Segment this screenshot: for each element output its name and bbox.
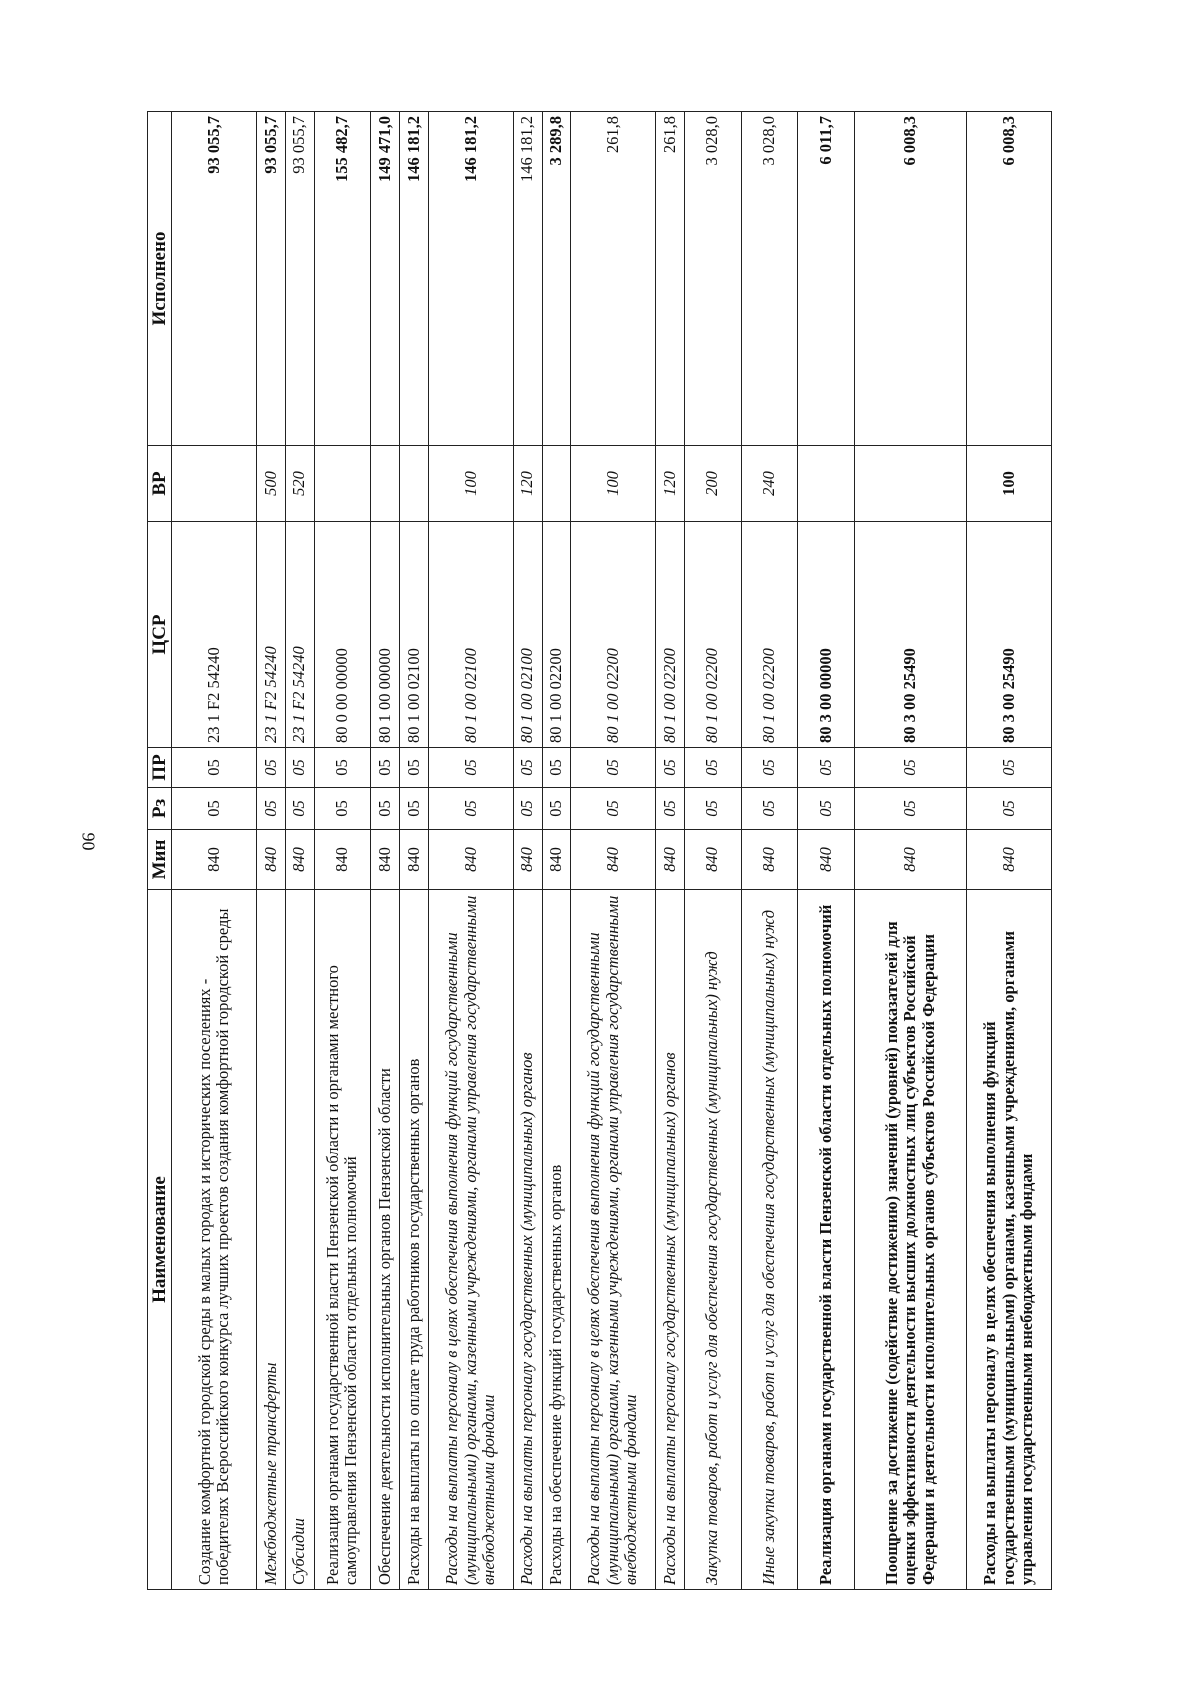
row-csr: 23 1 F2 54240 — [256, 522, 285, 748]
row-name: Расходы на выплаты персоналу в целях обеспечения выполнения функций государственными (муниципальными) органами, казенными учреждениями, органами управления государственными внебюджетными фондами — [967, 890, 1052, 1590]
row-name: Закупка товаров, работ и услуг для обеспечения государственных (муниципальных) нужд — [684, 890, 741, 1590]
row-csr: 23 1 F2 54240 — [172, 522, 257, 748]
table-row — [400, 112, 429, 1590]
row-csr: 80 1 00 02200 — [655, 522, 684, 748]
row-executed: 149 471,0 — [371, 112, 400, 446]
table-row — [513, 112, 542, 1590]
rotated-table-container — [147, 112, 1052, 1590]
row-name: Реализация органами государственной власти Пензенской области и органами местного самоуправления Пензенской области отдельных полномочий — [314, 890, 371, 1590]
row-min: 840 — [285, 830, 314, 890]
header-pr: ПР — [148, 748, 172, 788]
header-min: Мин — [148, 830, 172, 890]
row-rz: 05 — [855, 788, 967, 830]
row-min: 840 — [371, 830, 400, 890]
row-min: 840 — [172, 830, 257, 890]
row-executed: 3 028,0 — [684, 112, 741, 446]
row-pr: 05 — [371, 748, 400, 788]
table-header-row — [148, 112, 172, 1590]
table-row — [285, 112, 314, 1590]
row-executed: 261,8 — [655, 112, 684, 446]
row-rz: 05 — [371, 788, 400, 830]
row-name: Расходы на выплаты персоналу в целях обеспечения выполнения функций государственными (муниципальными) органами, казенными учреждениями, органами управления государственными внебюджетными фондами — [571, 890, 656, 1590]
table-row — [542, 112, 571, 1590]
row-vr: 120 — [655, 446, 684, 522]
row-pr: 05 — [513, 748, 542, 788]
row-name: Создание комфортной городской среды в малых городах и исторических поселениях - победителях Всероссийского конкурса лучших проектов создания комфортной городской среды — [172, 890, 257, 1590]
row-pr: 05 — [172, 748, 257, 788]
row-vr: 500 — [256, 446, 285, 522]
table-row — [371, 112, 400, 1590]
row-min: 840 — [256, 830, 285, 890]
row-vr — [371, 446, 400, 522]
row-rz: 05 — [741, 788, 798, 830]
table-row — [855, 112, 967, 1590]
row-min: 840 — [513, 830, 542, 890]
row-rz: 05 — [314, 788, 371, 830]
row-vr — [400, 446, 429, 522]
row-vr — [542, 446, 571, 522]
row-min: 840 — [542, 830, 571, 890]
table-row — [314, 112, 371, 1590]
row-name: Расходы на выплаты по оплате труда работников государственных органов — [400, 890, 429, 1590]
row-name: Субсидии — [285, 890, 314, 1590]
row-executed: 155 482,7 — [314, 112, 371, 446]
row-pr: 05 — [314, 748, 371, 788]
row-pr: 05 — [741, 748, 798, 788]
page-number: 90 — [78, 832, 99, 851]
row-rz: 05 — [513, 788, 542, 830]
row-csr: 80 1 00 02200 — [741, 522, 798, 748]
row-name: Расходы на выплаты персоналу в целях обеспечения выполнения функций государственными (муниципальными) органами, казенными учреждениями, органами управления государственными внебюджетными фондами — [429, 890, 514, 1590]
row-rz: 05 — [684, 788, 741, 830]
row-csr: 80 1 00 02200 — [542, 522, 571, 748]
row-vr — [798, 446, 855, 522]
row-pr: 05 — [542, 748, 571, 788]
row-name: Обеспечение деятельности исполнительных органов Пензенской области — [371, 890, 400, 1590]
row-vr: 100 — [571, 446, 656, 522]
row-pr: 05 — [256, 748, 285, 788]
table-row — [741, 112, 798, 1590]
row-pr: 05 — [285, 748, 314, 788]
row-csr: 80 0 00 00000 — [314, 522, 371, 748]
row-pr: 05 — [798, 748, 855, 788]
row-csr: 80 1 00 00000 — [371, 522, 400, 748]
header-vr: ВР — [148, 446, 172, 522]
table-row — [429, 112, 514, 1590]
row-csr: 80 1 00 02100 — [513, 522, 542, 748]
row-csr: 80 3 00 25490 — [855, 522, 967, 748]
row-name: Реализация органами государственной власти Пензенской области отдельных полномочий — [798, 890, 855, 1590]
row-vr — [314, 446, 371, 522]
row-name: Расходы на выплаты персоналу государственных (муниципальных) органов — [655, 890, 684, 1590]
row-rz: 05 — [571, 788, 656, 830]
table-row — [655, 112, 684, 1590]
row-executed: 6 011,7 — [798, 112, 855, 446]
row-executed: 3 289,8 — [542, 112, 571, 446]
row-executed: 146 181,2 — [513, 112, 542, 446]
row-vr: 520 — [285, 446, 314, 522]
row-vr — [855, 446, 967, 522]
row-name: Межбюджетные трансферты — [256, 890, 285, 1590]
table-row — [684, 112, 741, 1590]
header-executed: Исполнено — [148, 112, 172, 446]
row-name: Расходы на выплаты персоналу государственных (муниципальных) органов — [513, 890, 542, 1590]
row-executed: 93 055,7 — [172, 112, 257, 446]
table-row — [256, 112, 285, 1590]
table-row — [967, 112, 1052, 1590]
row-name: Расходы на обеспечение функций государственных органов — [542, 890, 571, 1590]
table-row — [172, 112, 257, 1590]
row-rz: 05 — [798, 788, 855, 830]
row-min: 840 — [684, 830, 741, 890]
row-csr: 80 3 00 00000 — [798, 522, 855, 748]
row-pr: 05 — [967, 748, 1052, 788]
row-vr: 120 — [513, 446, 542, 522]
row-rz: 05 — [429, 788, 514, 830]
row-pr: 05 — [429, 748, 514, 788]
row-rz: 05 — [967, 788, 1052, 830]
row-executed: 93 055,7 — [285, 112, 314, 446]
row-executed: 6 008,3 — [967, 112, 1052, 446]
row-pr: 05 — [571, 748, 656, 788]
row-name: Иные закупки товаров, работ и услуг для обеспечения государственных (муниципальных) нужд — [741, 890, 798, 1590]
row-vr — [172, 446, 257, 522]
row-rz: 05 — [655, 788, 684, 830]
row-min: 840 — [429, 830, 514, 890]
row-csr: 80 3 00 25490 — [967, 522, 1052, 748]
row-rz: 05 — [256, 788, 285, 830]
row-executed: 146 181,2 — [400, 112, 429, 446]
row-min: 840 — [314, 830, 371, 890]
row-vr: 240 — [741, 446, 798, 522]
row-rz: 05 — [400, 788, 429, 830]
header-csr: ЦСР — [148, 522, 172, 748]
budget-table — [147, 111, 1052, 1590]
row-min: 840 — [741, 830, 798, 890]
row-vr: 100 — [429, 446, 514, 522]
row-rz: 05 — [172, 788, 257, 830]
row-name: Поощрение за достижение (содействие достижению) значений (уровней) показателей для оценки эффективности деятельности высших должностных лиц субъектов Российской Федерации и деятельности исполнительных органов субъектов Российской Федерации — [855, 890, 967, 1590]
row-rz: 05 — [542, 788, 571, 830]
header-name: Наименование — [148, 890, 172, 1590]
row-vr: 200 — [684, 446, 741, 522]
row-min: 840 — [400, 830, 429, 890]
row-csr: 80 1 00 02200 — [571, 522, 656, 748]
row-pr: 05 — [855, 748, 967, 788]
row-csr: 80 1 00 02100 — [429, 522, 514, 748]
row-min: 840 — [967, 830, 1052, 890]
row-executed: 93 055,7 — [256, 112, 285, 446]
row-csr: 80 1 00 02200 — [684, 522, 741, 748]
row-min: 840 — [855, 830, 967, 890]
row-min: 840 — [571, 830, 656, 890]
row-pr: 05 — [655, 748, 684, 788]
row-pr: 05 — [684, 748, 741, 788]
table-row — [798, 112, 855, 1590]
row-executed: 6 008,3 — [855, 112, 967, 446]
row-executed: 146 181,2 — [429, 112, 514, 446]
row-csr: 23 1 F2 54240 — [285, 522, 314, 748]
row-min: 840 — [655, 830, 684, 890]
row-executed: 3 028,0 — [741, 112, 798, 446]
row-executed: 261,8 — [571, 112, 656, 446]
header-rz: Рз — [148, 788, 172, 830]
row-min: 840 — [798, 830, 855, 890]
row-pr: 05 — [400, 748, 429, 788]
table-row — [571, 112, 656, 1590]
row-vr: 100 — [967, 446, 1052, 522]
row-csr: 80 1 00 02100 — [400, 522, 429, 748]
row-rz: 05 — [285, 788, 314, 830]
